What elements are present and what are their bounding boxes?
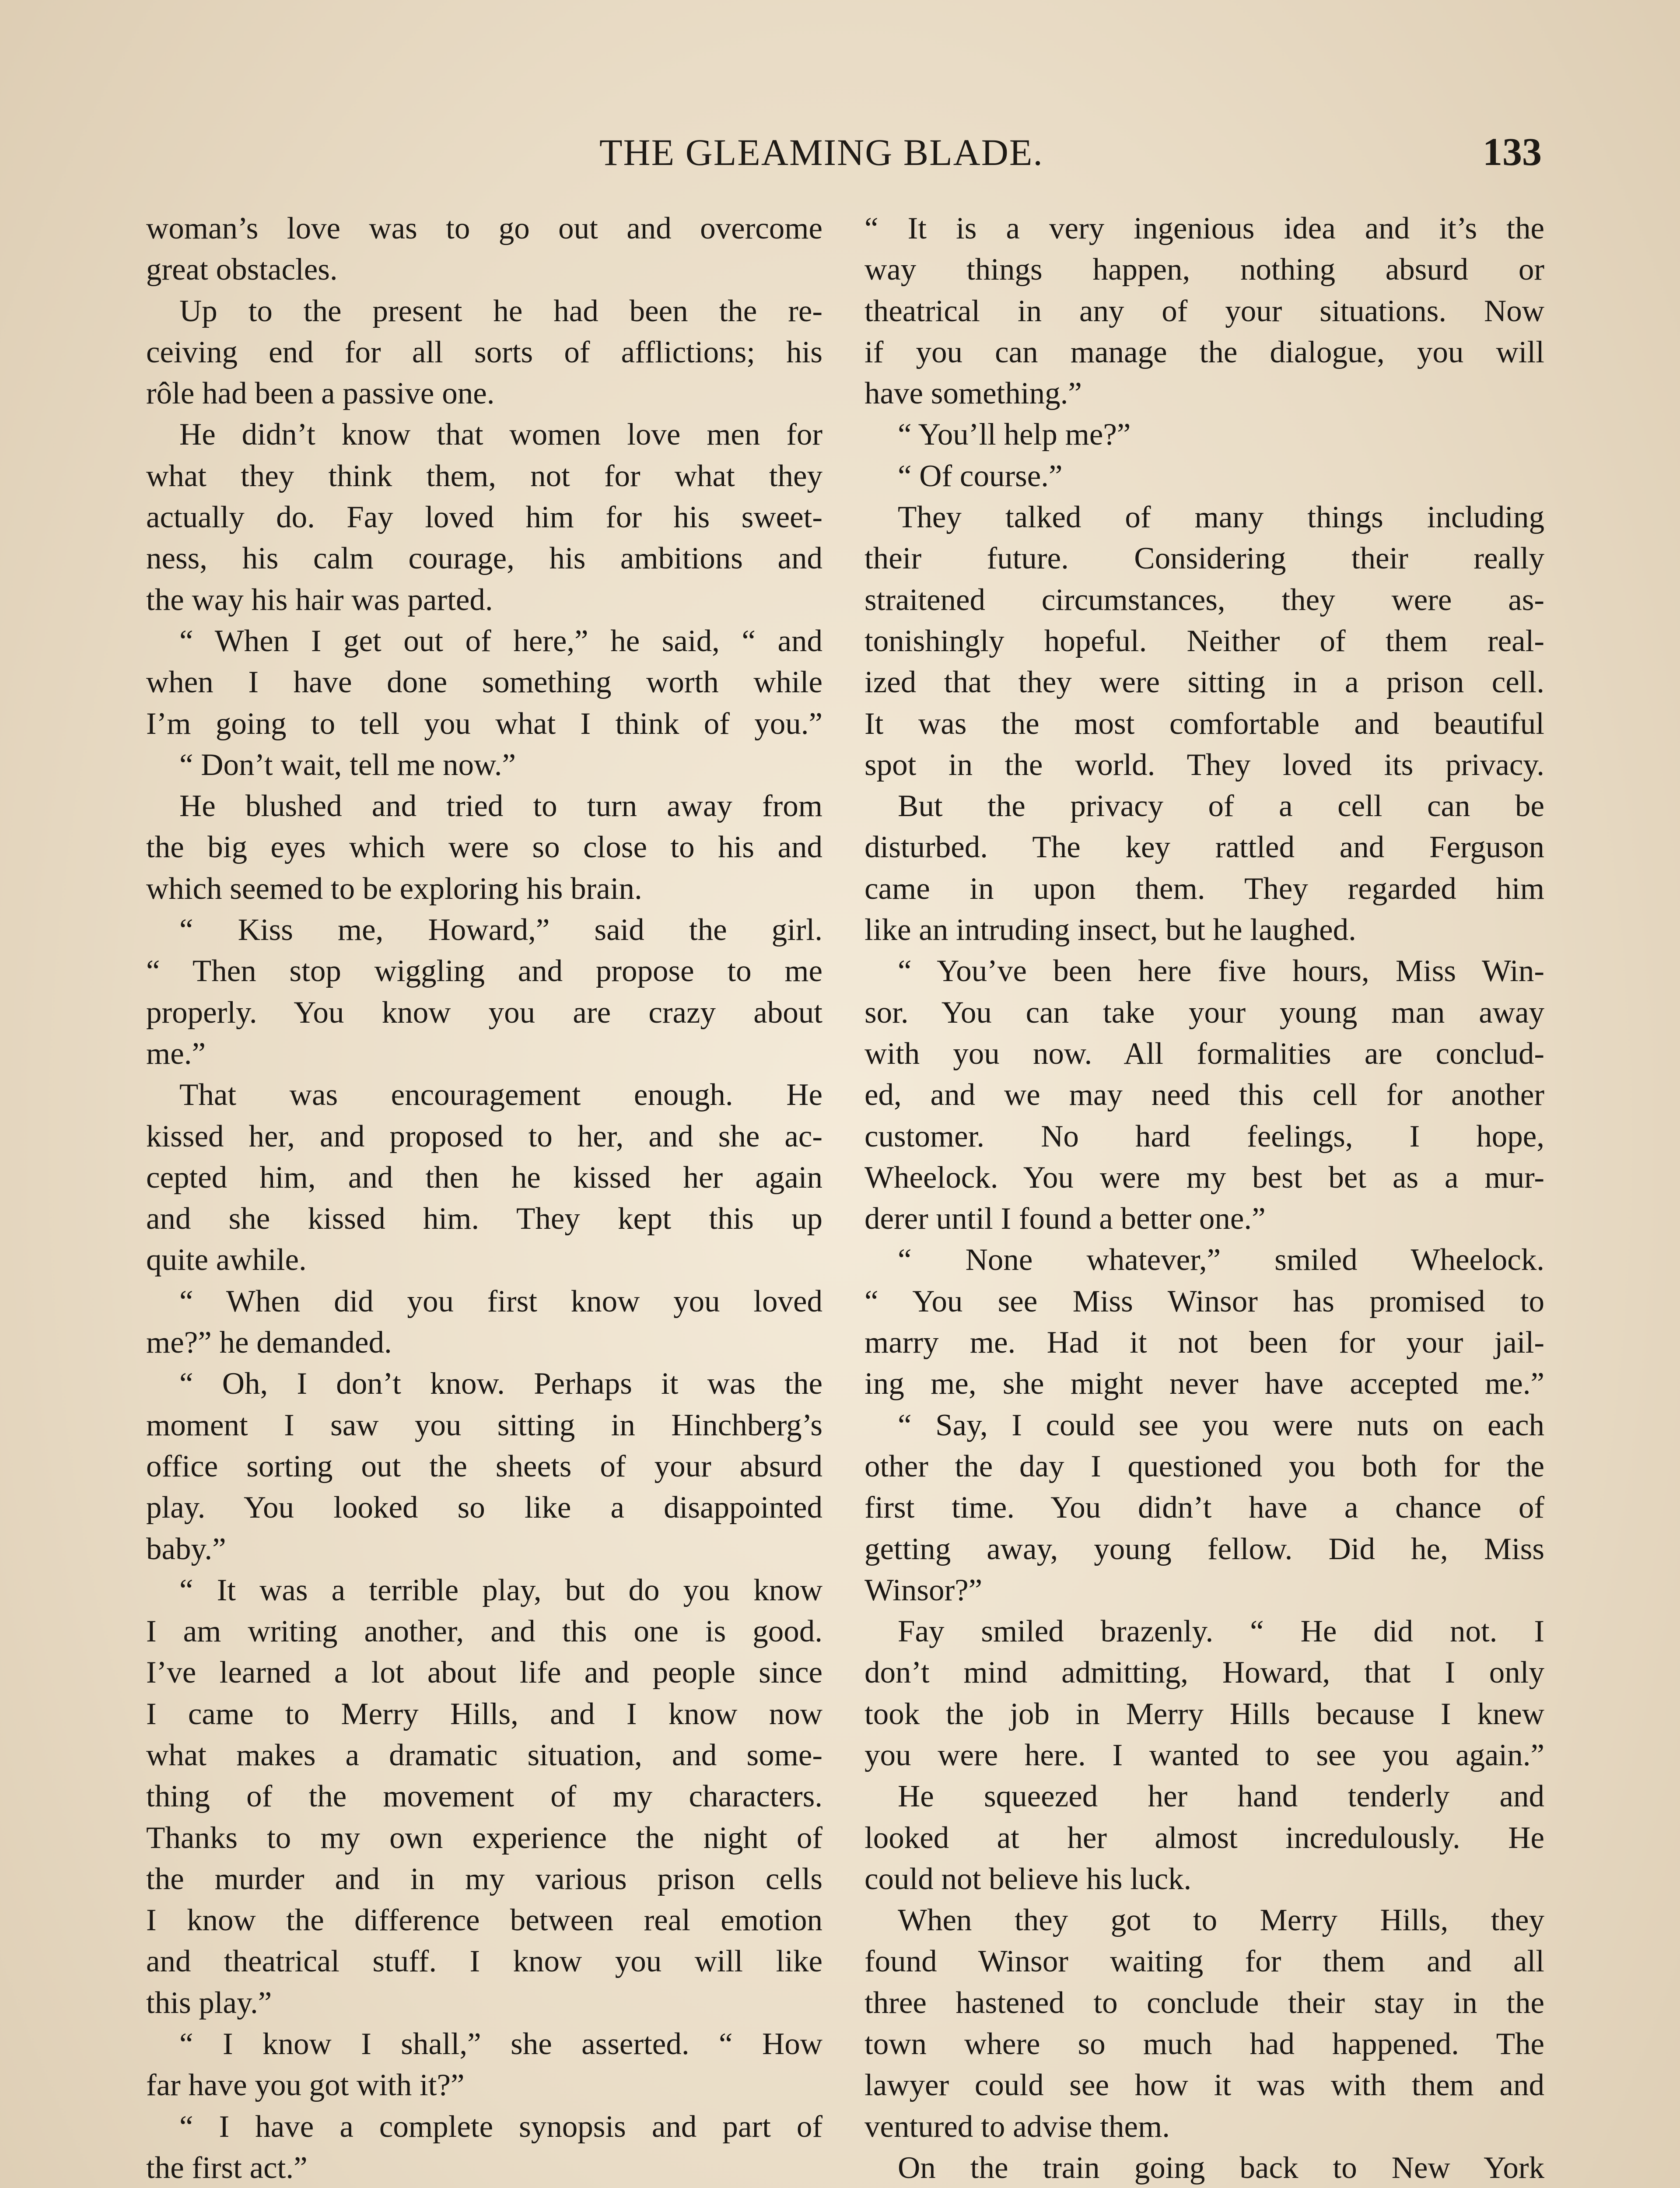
text-line: could not believe his luck. xyxy=(864,1862,1192,1896)
text-line: “ When did you first know you loved xyxy=(179,1284,822,1318)
text-line: Fay smiled brazenly. “ He did not. I xyxy=(898,1614,1544,1649)
text-line: “ You’ll help me?” xyxy=(898,417,1131,452)
text-line: But the privacy of a cell can be xyxy=(898,789,1544,824)
text-line: “ It is a very ingenious idea and it’s the xyxy=(864,211,1544,245)
text-line: found Winsor waiting for them and all xyxy=(864,1944,1544,1979)
text-line: He squeezed her hand tenderly and xyxy=(898,1779,1544,1814)
text-line: lawyer could see how it was with them and xyxy=(864,2068,1544,2103)
text-line: play. You looked so like a disappointed xyxy=(146,1490,822,1525)
text-line: me?” he demanded. xyxy=(146,1325,392,1360)
text-line: “ Don’t wait, tell me now.” xyxy=(179,747,516,782)
text-line: the murder and in my various prison cells xyxy=(146,1862,822,1896)
text-line: rôle had been a passive one. xyxy=(146,376,495,411)
text-line: straitened circumstances, they were as- xyxy=(864,582,1544,617)
text-line: what they think them, not for what they xyxy=(146,459,822,493)
text-line: “ Then stop wiggling and propose to me xyxy=(146,954,822,989)
text-line: He blushed and tried to turn away from xyxy=(179,789,822,824)
text-line: when I have done something worth while xyxy=(146,665,822,700)
text-line: quite awhile. xyxy=(146,1243,307,1277)
text-line: town where so much had happened. The xyxy=(864,2027,1544,2062)
text-line: ing me, she might never have accepted me.” xyxy=(864,1367,1544,1401)
text-line: “ Of course.” xyxy=(898,459,1063,493)
text-line: ness, his calm courage, his ambitions and xyxy=(146,541,822,576)
text-line: if you can manage the dialogue, you will xyxy=(864,335,1544,369)
text-line: I’m going to tell you what I think of you.” xyxy=(146,706,822,741)
text-line: you were here. I wanted to see you again.” xyxy=(864,1738,1544,1772)
text-line: woman’s love was to go out and overcome xyxy=(146,211,822,245)
text-line: what makes a dramatic situation, and some- xyxy=(146,1738,822,1772)
text-line: other the day I questioned you both for the xyxy=(864,1449,1544,1483)
text-line: Thanks to my own experience the night of xyxy=(146,1820,822,1855)
text-line: thing of the movement of my characters. xyxy=(146,1779,822,1814)
text-line: They talked of many things including xyxy=(898,500,1544,535)
text-line: office sorting out the sheets of your absurd xyxy=(146,1449,822,1483)
text-line: I’ve learned a lot about life and people since xyxy=(146,1655,822,1690)
text-line: When they got to Merry Hills, they xyxy=(898,1903,1544,1938)
text-line: “ You’ve been here five hours, Miss Win- xyxy=(898,954,1544,989)
text-line: “ Say, I could see you were nuts on each xyxy=(898,1408,1544,1442)
text-line: tonishingly hopeful. Neither of them real- xyxy=(864,624,1544,658)
text-line: ventured to advise them. xyxy=(864,2109,1170,2144)
text-line: Wheelock. You were my best bet as a mur- xyxy=(864,1160,1544,1195)
text-line: “ You see Miss Winsor has promised to xyxy=(864,1284,1544,1318)
text-line: the first act.” xyxy=(146,2150,308,2185)
left-column xyxy=(146,208,822,2188)
text-line: getting away, young fellow. Did he, Miss xyxy=(864,1532,1544,1566)
text-line: looked at her almost incredulously. He xyxy=(864,1820,1544,1855)
text-line: “ It was a terrible play, but do you know xyxy=(179,1573,822,1607)
text-line: derer until I found a better one.” xyxy=(864,1202,1266,1236)
text-line: That was encouragement enough. He xyxy=(179,1078,822,1112)
text-line: with you now. All formalities are conclud- xyxy=(864,1036,1544,1071)
text-line: “ Oh, I don’t know. Perhaps it was the xyxy=(179,1367,822,1401)
text-line: way things happen, nothing absurd or xyxy=(864,252,1544,287)
text-line: properly. You know you are crazy about xyxy=(146,995,822,1030)
text-line: came in upon them. They regarded him xyxy=(864,871,1544,906)
text-line: their future. Considering their really xyxy=(864,541,1544,576)
text-line: “ I have a complete synopsis and part of xyxy=(179,2109,822,2144)
text-line: marry me. Had it not been for your jail- xyxy=(864,1325,1544,1360)
text-line: ed, and we may need this cell for another xyxy=(864,1078,1544,1112)
text-line: great obstacles. xyxy=(146,252,338,287)
text-line: this play.” xyxy=(146,1985,272,2020)
text-line: “ When I get out of here,” he said, “ and xyxy=(179,624,822,658)
text-line: On the train going back to New York xyxy=(898,2150,1544,2185)
text-line: I know the difference between real emotion xyxy=(146,1903,822,1938)
text-line: and theatrical stuff. I know you will like xyxy=(146,1944,822,1979)
text-line: three hastened to conclude their stay in the xyxy=(864,1985,1544,2020)
text-line: “ Kiss me, Howard,” said the girl. xyxy=(179,913,822,947)
text-line: and she kissed him. They kept this up xyxy=(146,1202,822,1236)
text-line: cepted him, and then he kissed her again xyxy=(146,1160,822,1195)
text-line: the big eyes which were so close to his and xyxy=(146,830,822,865)
text-line: customer. No hard feelings, I hope, xyxy=(864,1119,1544,1154)
text-line: Up to the present he had been the re- xyxy=(179,294,822,328)
text-line: ized that they were sitting in a prison cell. xyxy=(864,665,1544,700)
text-line: spot in the world. They loved its privacy. xyxy=(864,747,1544,782)
text-line: which seemed to be exploring his brain. xyxy=(146,871,642,906)
text-line: “ I know I shall,” she asserted. “ How xyxy=(179,2027,822,2062)
text-line: I came to Merry Hills, and I know now xyxy=(146,1697,822,1731)
text-line: the way his hair was parted. xyxy=(146,582,493,617)
text-line: ceiving end for all sorts of afflictions; his xyxy=(146,335,822,369)
text-line: disturbed. The key rattled and Ferguson xyxy=(864,830,1544,865)
right-column xyxy=(864,208,1544,2188)
text-line: far have you got with it?” xyxy=(146,2068,465,2103)
text-line: actually do. Fay loved him for his sweet- xyxy=(146,500,822,535)
text-line: took the job in Merry Hills because I knew xyxy=(864,1697,1544,1731)
text-line: like an intruding insect, but he laughed. xyxy=(864,913,1356,947)
text-line: moment I saw you sitting in Hinchberg’s xyxy=(146,1408,822,1442)
text-line: I am writing another, and this one is good. xyxy=(146,1614,822,1649)
text-line: kissed her, and proposed to her, and she ac- xyxy=(146,1119,822,1154)
page-number: 133 xyxy=(1483,130,1542,174)
text-line: me.” xyxy=(146,1036,206,1071)
text-line: theatrical in any of your situations. Now xyxy=(864,294,1544,328)
running-title: THE GLEAMING BLADE. xyxy=(599,131,1043,173)
text-line: first time. You didn’t have a chance of xyxy=(864,1490,1544,1525)
text-line: don’t mind admitting, Howard, that I only xyxy=(864,1655,1544,1690)
text-line: “ None whatever,” smiled Wheelock. xyxy=(898,1243,1544,1277)
text-line: baby.” xyxy=(146,1532,226,1566)
text-line: He didn’t know that women love men for xyxy=(179,417,822,452)
text-line: have something.” xyxy=(864,376,1082,411)
text-line: It was the most comfortable and beautiful xyxy=(864,706,1544,741)
text-line: Winsor?” xyxy=(864,1573,983,1607)
text-line: sor. You can take your young man away xyxy=(864,995,1544,1030)
